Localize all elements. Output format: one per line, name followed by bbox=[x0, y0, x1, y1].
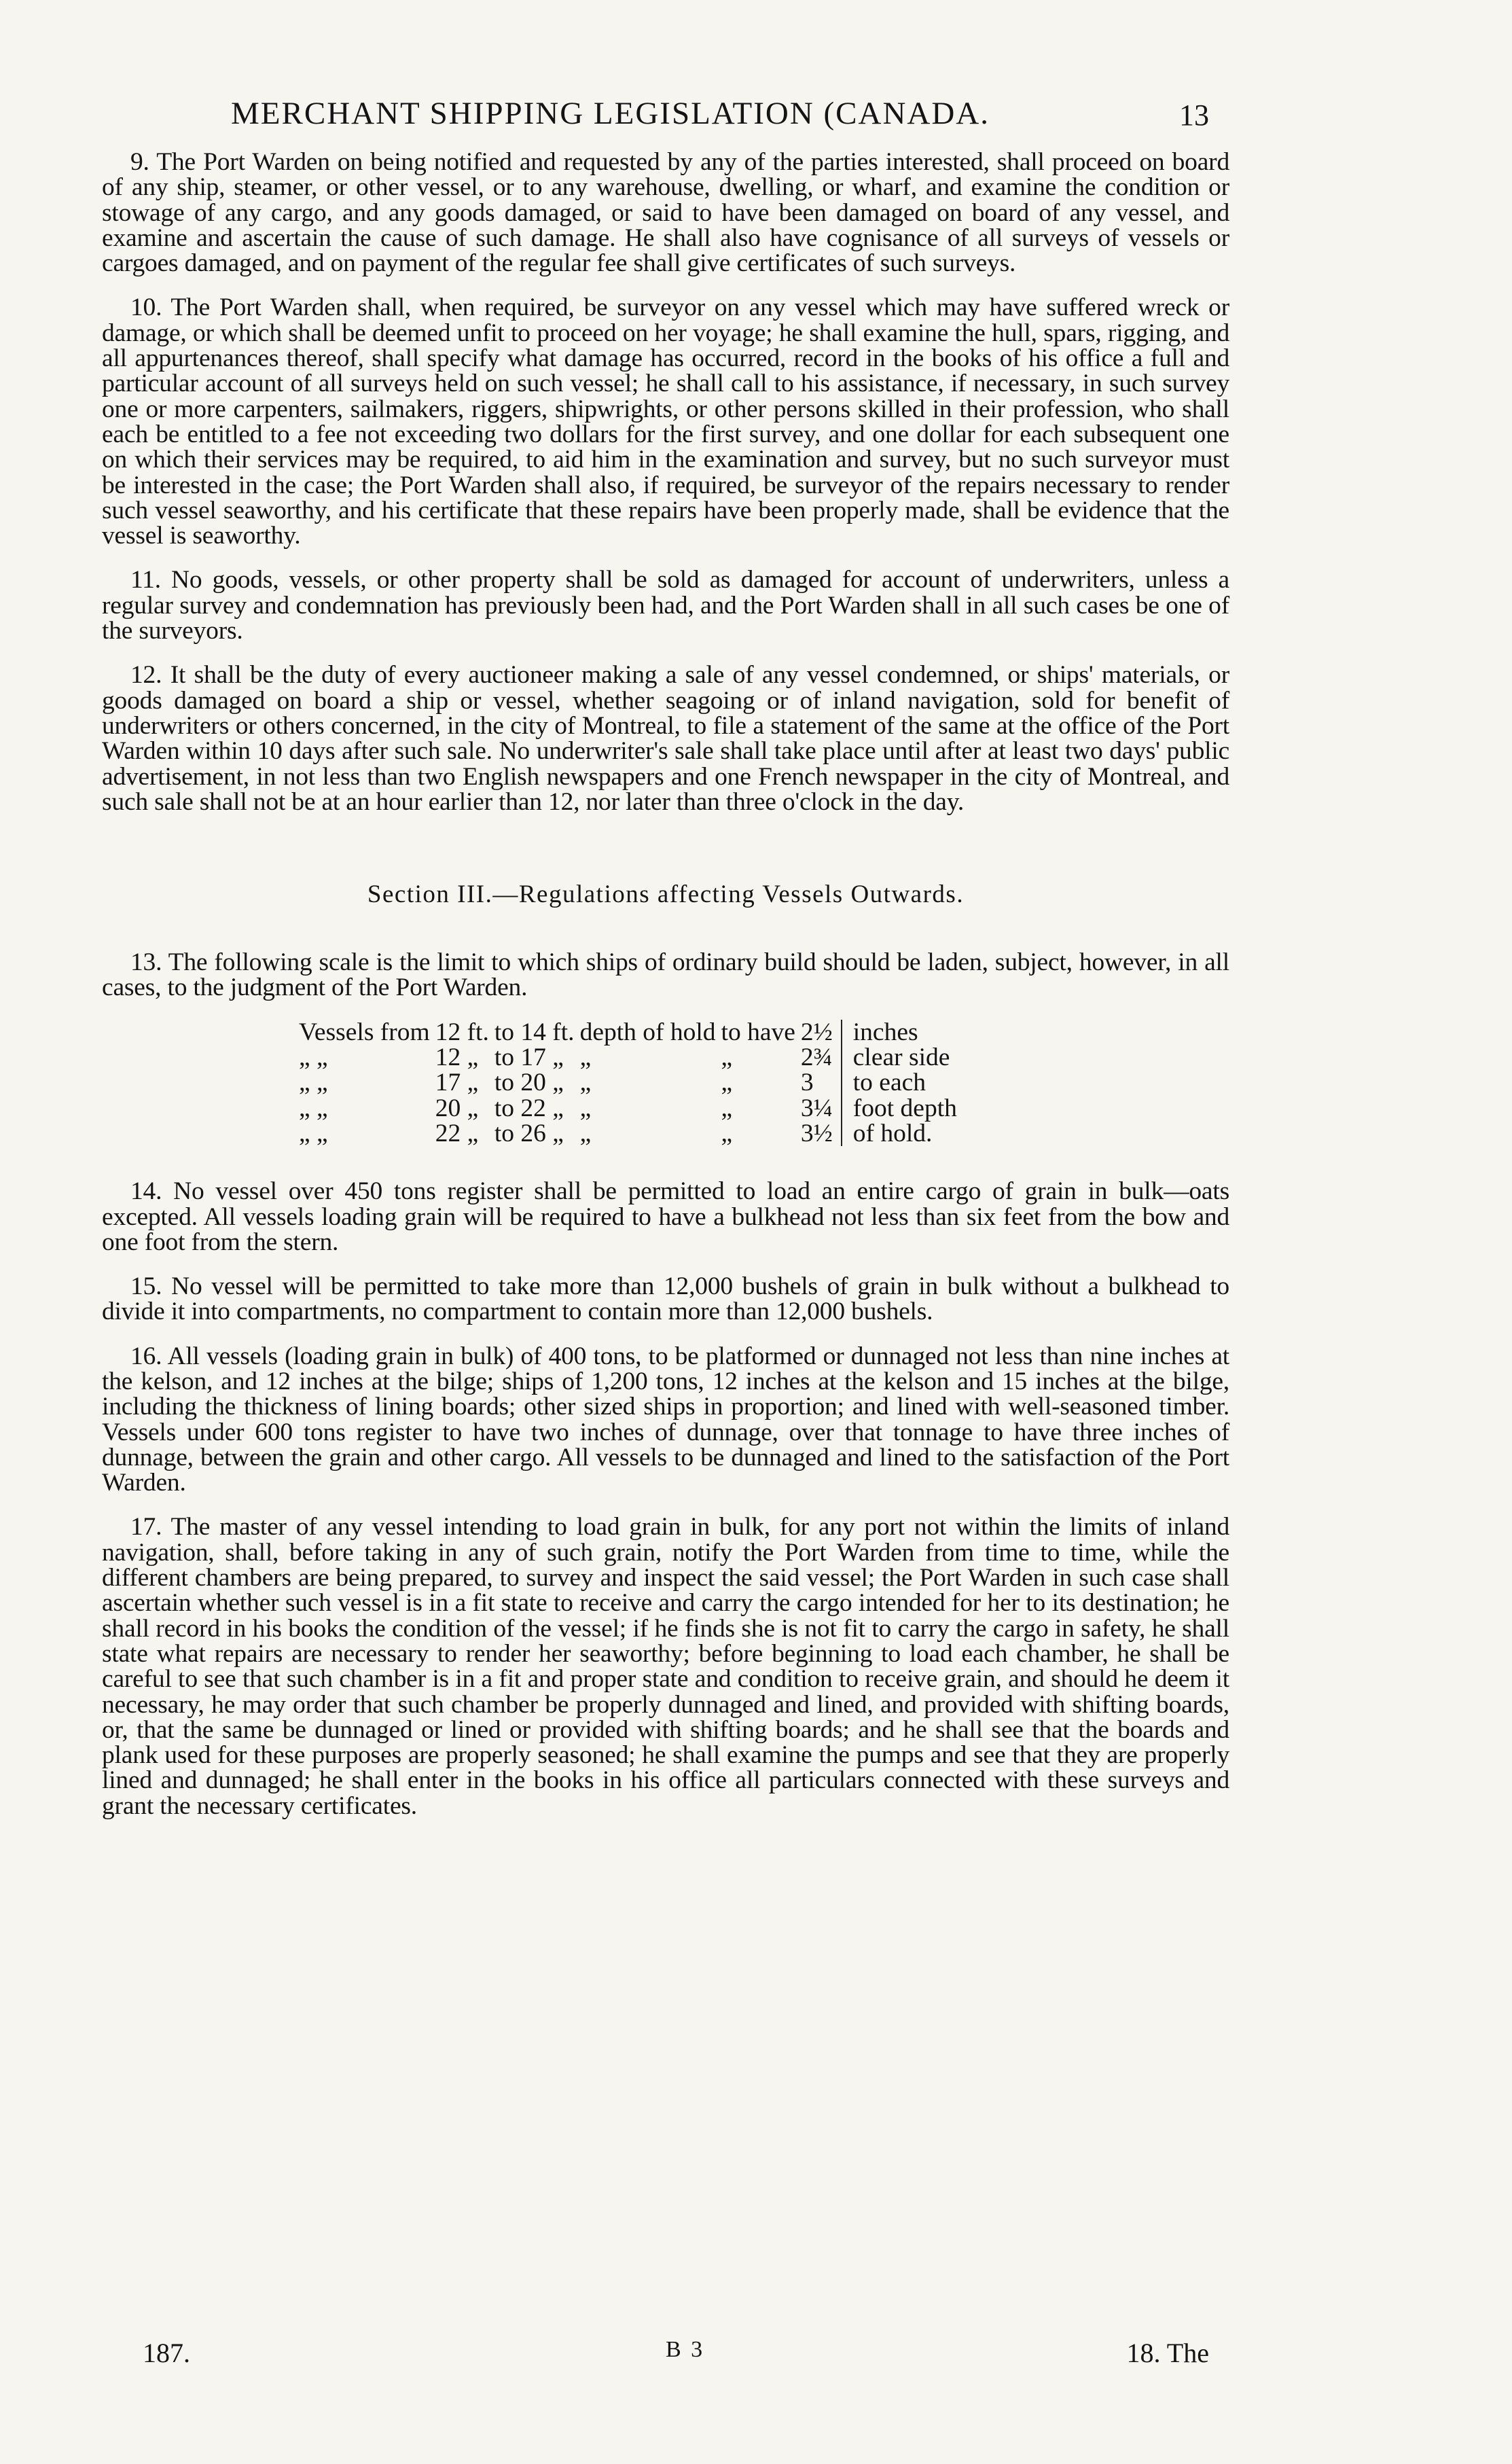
lading-scale-table bbox=[299, 1020, 962, 1146]
table-cell: to 26 „ bbox=[494, 1119, 564, 1147]
footer-signature-mark: B 3 bbox=[666, 2337, 705, 2362]
table-cell: „ bbox=[721, 1094, 733, 1122]
section-heading-title: —Regulations affecting Vessels Outwards. bbox=[492, 880, 965, 909]
footer-catchword: 18. The bbox=[1126, 2338, 1209, 2368]
table-cell: to have bbox=[721, 1018, 795, 1046]
table-cell: to 20 „ bbox=[494, 1069, 564, 1097]
table-note: to each bbox=[852, 1069, 926, 1097]
table-note: inches bbox=[852, 1018, 918, 1046]
table-cell: 3½ bbox=[801, 1121, 842, 1146]
table-cell: depth of hold bbox=[579, 1018, 716, 1046]
section-heading-prefix: Section bbox=[367, 880, 450, 909]
table-note: foot depth bbox=[852, 1094, 957, 1122]
table-cell: to 14 ft. bbox=[494, 1018, 575, 1046]
table-row bbox=[299, 1121, 962, 1146]
table-cell: „ „ bbox=[299, 1043, 328, 1072]
table-cell: „ bbox=[579, 1069, 592, 1097]
section-heading bbox=[102, 880, 1229, 909]
table-cell: 17 „ bbox=[435, 1069, 479, 1097]
table-cell: 20 „ bbox=[435, 1094, 479, 1122]
table-cell: „ bbox=[721, 1069, 733, 1097]
footer-sessional-number: 187. bbox=[143, 2338, 190, 2368]
paragraph-11: 11. No goods, vessels, or other property shall be sold as damaged for account of underwriters, unless a regular survey and condemnation has previously been had, and the Port Warden shall in all such cases be one of the surveyors. bbox=[102, 566, 1229, 645]
table-cell: „ bbox=[721, 1119, 733, 1147]
paragraph-13: 13. The following scale is the limit to which ships of ordinary build should be laden, subject, however, in all cases, to the judgment of the Port Warden. bbox=[102, 948, 1229, 1002]
paragraph-17: 17. The master of any vessel intending to load grain in bulk, for any port not within the limits of inland navigation, shall, before taking in any of such grain, notify the Port Warden from time to time, while the different chambers are being prepared, to survey and inspect the said vessel; the Port Warden in such case shall ascertain whether such vessel is in a fit state to receive and carry the cargo intended for her to its destination; he shall record in his books the condition of the vessel; if he finds she is not fit to carry the cargo in safety, he shall state what repairs are necessary to render her seaworthy; before beginning to load each chamber, he shall be careful to see that such chamber is in a fit and proper state and condition to receive grain, and should he deem it necessary, he may order that such chamber be properly dunnaged and lined, and provided with shifting boards, or, that the same be dunnaged or lined or provided with shifting boards; and he shall see that the boards and plank used for these purposes are properly seasoned; he shall examine the pumps and see that they are properly lined and dunnaged; he shall enter in the books in his office all particulars connected with these surveys and grant the necessary certificates. bbox=[102, 1513, 1229, 1820]
table-cell: „ „ bbox=[299, 1119, 328, 1147]
table-note: clear side bbox=[852, 1043, 950, 1072]
table-cell: „ bbox=[721, 1043, 733, 1072]
table-cell: 3¼ bbox=[801, 1096, 842, 1121]
table-cell: Vessels from bbox=[299, 1018, 430, 1046]
table-cell: to 17 „ bbox=[494, 1043, 564, 1072]
table-cell: 3 bbox=[801, 1070, 842, 1095]
table-cell: to 22 „ bbox=[494, 1094, 564, 1122]
running-head bbox=[102, 95, 1229, 149]
paragraph-16: 16. All vessels (loading grain in bulk) of 400 tons, to be platformed or dunnaged not less than nine inches at the kelson, and 12 inches at the bilge; ships of 1,200 tons, 12 inches at the kelson and 15 inches at the bilge, including the thickness of lining boards; other sized ships in proportion; and lined with well-seasoned timber. Vessels under 600 tons register to have two inches of dunnage, over that tonnage to have three inches of dunnage, between the grain and other cargo. All vessels to be dunnaged and lined to the satisfaction of the Port Warden. bbox=[102, 1342, 1229, 1497]
paragraph-12: 12. It shall be the duty of every auctioneer making a sale of any vessel condemned, or ships' materials, or goods damaged on board a ship or vessel, whether seagoing or of inland navigation, sold for benefit of underwriters or others concerned, in the city of Montreal, to file a statement of the same at the office of the Port Warden within 10 days after such sale. No underwriter's sale shall take place until after at least two days' public advertisement, in not less than two English newspapers and one French newspaper in the city of Montreal, and such sale shall not be at an hour earlier than 12, nor later than three o'clock in the day. bbox=[102, 661, 1229, 816]
table-cell: 12 ft. bbox=[435, 1018, 489, 1046]
paragraph-14: 14. No vessel over 450 tons register shall be permitted to load an entire cargo of grain in bulk—oats excepted. All vessels loading grain will be required to have a bulkhead not less than six feet from the bow and one foot from the stern. bbox=[102, 1177, 1229, 1256]
paragraph-9: 9. The Port Warden on being notified and requested by any of the parties interested, shall proceed on board of any ship, steamer, or other vessel, or to any warehouse, dwelling, or wharf, and examine the condition or stowage of any cargo, and any goods damaged, or said to have been damaged on board of any vessel, and examine and ascertain the cause of such damage. He shall also have cognisance of all surveys of vessels or cargoes damaged, and on payment of the regular fee shall give certificates of such surveys. bbox=[102, 148, 1229, 278]
table-cell: „ bbox=[579, 1119, 592, 1147]
table-cell: „ bbox=[579, 1043, 592, 1072]
table-row bbox=[299, 1096, 962, 1121]
section-heading-numeral: III. bbox=[457, 880, 493, 909]
table-cell: 2½ bbox=[801, 1020, 842, 1045]
table-cell: 22 „ bbox=[435, 1119, 479, 1147]
paragraph-15: 15. No vessel will be permitted to take more than 12,000 bushels of grain in bulk without a bulkhead to divide it into compartments, no compartment to contain more than 12,000 bushels. bbox=[102, 1272, 1229, 1326]
page-number: 13 bbox=[1179, 99, 1209, 132]
table-note: of hold. bbox=[852, 1119, 933, 1147]
page-title: MERCHANT SHIPPING LEGISLATION (CANADA. bbox=[231, 96, 990, 131]
table-cell: „ bbox=[579, 1094, 592, 1122]
table-row bbox=[299, 1070, 962, 1095]
table-cell: 12 „ bbox=[435, 1043, 479, 1072]
table-cell: „ „ bbox=[299, 1069, 328, 1097]
page-footer bbox=[102, 2337, 1229, 2371]
document-page bbox=[102, 95, 1229, 1838]
table-cell: 2¾ bbox=[801, 1045, 842, 1070]
table-cell: „ „ bbox=[299, 1094, 328, 1122]
table-row bbox=[299, 1020, 962, 1045]
paragraph-10: 10. The Port Warden shall, when required, be surveyor on any vessel which may have suffered wreck or damage, or which shall be deemed unfit to proceed on her voyage; he shall examine the hull, spars, rigging, and all appurtenances thereof, shall specify what damage has occurred, record in the books of his office a full and particular account of all surveys held on such vessel; he shall call to his assistance, if necessary, in such survey one or more carpenters, sailmakers, riggers, shipwrights, or other persons skilled in their profession, who shall each be entitled to a fee not exceeding two dollars for the first survey, and one dollar for each subsequent one on which their services may be required, to aid him in the examination and survey, but no such surveyor must be interested in the case; the Port Warden shall also, if required, be surveyor of the repairs necessary to render such vessel seaworthy, and his certificate that these repairs have been properly made, shall be evidence that the vessel is seaworthy. bbox=[102, 293, 1229, 550]
table-row bbox=[299, 1045, 962, 1070]
